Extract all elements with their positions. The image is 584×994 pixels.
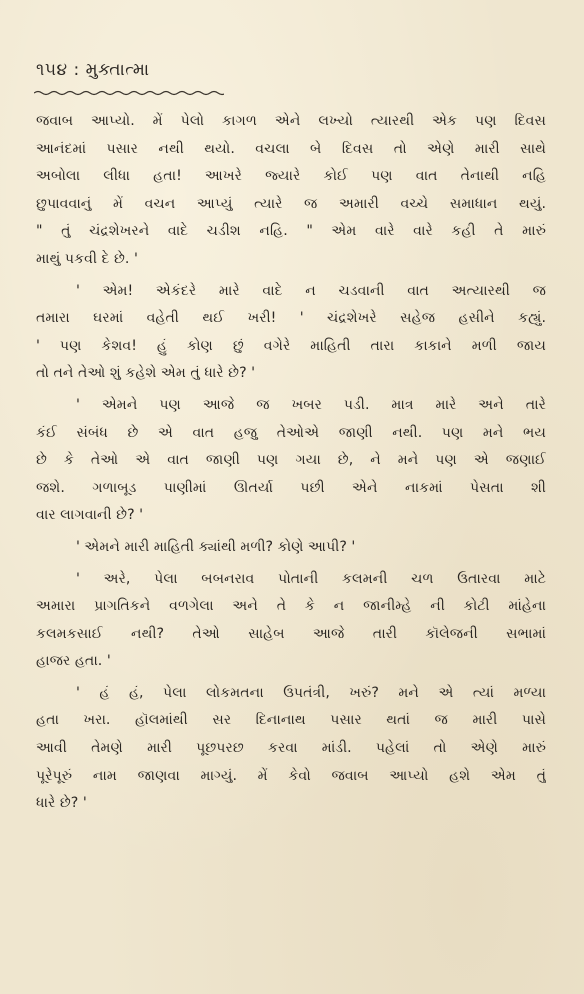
text-line: છુપાવવાનું મેં વચન આપ્યું ત્યારે જ અમારી વચ્ચે સમાધાન થયું. [36, 195, 546, 212]
text-line: ધારે છે? ' [36, 795, 87, 812]
text-line: ' એમને મારી માહિતી ક્યાંથી મળી? કોણે આપી? ' [76, 538, 356, 555]
page-number: ૧૫૪ [36, 60, 68, 80]
text-line: માથું પકવી દે છે. ' [36, 250, 138, 267]
text-line: " તું ચંદ્રશેખરને વાદે ચડીશ નહિ. " એમ વારે વારે કહી તે મારું [36, 223, 546, 240]
text-line: હતા ખરા. હૉલમાંથી સર દિનાનાથ પસાર થતાં જ મારી પાસે [36, 712, 546, 729]
paragraph [36, 680, 546, 818]
text-line: હાજર હતા. ' [36, 653, 111, 670]
paragraph [36, 392, 546, 530]
text-line: ' એમ! એકંદરે મારે વાદે ન ચડવાની વાત અત્યારથી જ [76, 282, 546, 299]
text-line: કલમકસાઈ નથી? તેઓ સાહેબ આજે તારી કૉલેજની સભામાં [36, 625, 546, 642]
book-title: મુક્તાત્મા [85, 60, 150, 80]
text-line: આનંદમાં પસાર નથી થયો. વચલા બે દિવસ તો એણે મારી સાથે [36, 140, 546, 157]
text-line: ' પણ કેશવ! હું કોણ છું વગેરે માહિતી તારા કાકાને મળી જાય [36, 337, 546, 354]
text-line: ' હં હં, પેલા લોકમતના ઉપતંત્રી, ખરું? મને એ ત્યાં મળ્યા [76, 684, 546, 701]
body-text [36, 108, 546, 818]
text-line: તો તને તેઓ શું કહેશે એમ તું ધારે છે? ' [36, 365, 256, 382]
paragraph [36, 566, 546, 676]
text-line: ' અરે, પેલા બબનરાવ પોતાની કલમની ચળ ઉતારવા માટે [76, 570, 546, 587]
wavy-underline-ornament [34, 90, 224, 96]
running-head [36, 60, 150, 80]
paragraph [36, 108, 546, 274]
text-line: જશે. ગળાબૂડ પાણીમાં ઊતર્યા પછી એને નાકમાં પેસતા શી [36, 479, 546, 496]
paragraph [36, 278, 546, 388]
text-line: કંઈ સંબંધ છે એ વાત હજુ તેઓએ જાણી નથી. પણ મને ભય [36, 424, 546, 441]
text-line: પૂરેપૂરું નામ જાણવા માગ્યું. મેં કેવો જવાબ આપ્યો હશે એમ તું [36, 767, 546, 784]
text-line: તમારા ઘરમાં વહેતી થઈ ખરી! ' ચંદ્રશેખરે સહેજ હસીને કહ્યું. [36, 310, 546, 327]
paragraph [36, 534, 546, 562]
text-line: જવાબ આપ્યો. મેં પેલો કાગળ એને લખ્યો ત્યારથી એક પણ દિવસ [36, 113, 546, 129]
text-line: છે કે તેઓ એ વાત જાણી પણ ગયા છે, ને મને પણ એ જણાઈ [36, 452, 546, 469]
header-separator: : [73, 60, 80, 80]
text-line: અબોલા લીધા હતા! આખરે જ્યારે કોઈ પણ વાત તેનાથી નહિ [36, 168, 546, 185]
text-line: વાર લાગવાની છે? ' [36, 507, 144, 524]
text-line: ' એમને પણ આજે જ ખબર પડી. માત્ર મારે અને તારે [76, 396, 546, 413]
text-line: આવી તેમણે મારી પૂછપરછ કરવા માંડી. પહેલાં તો એણે મારું [36, 740, 546, 757]
text-line: અમારા પ્રાગતિકને વળગેલા અને તે કે ન જાનીમ્હે ની કોટી માંહેના [36, 598, 546, 615]
